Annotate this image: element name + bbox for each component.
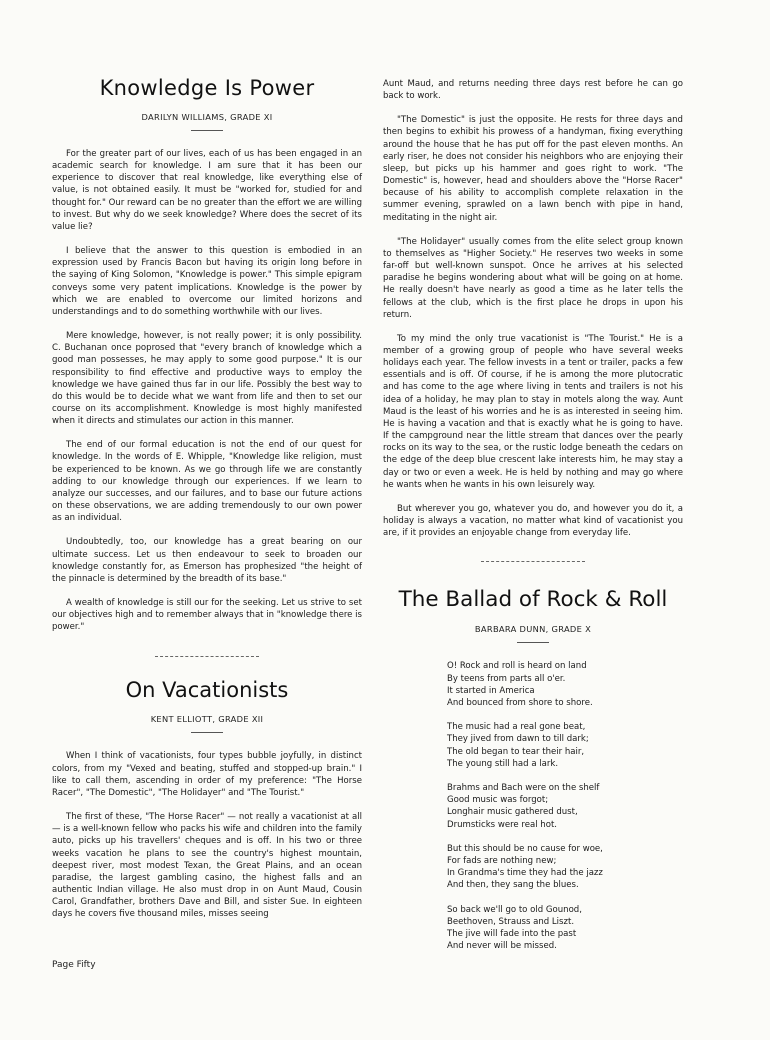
ballad-poem xyxy=(383,660,683,952)
knowledge-title: Knowledge Is Power xyxy=(99,76,315,100)
poem-line: Brahms and Bach were on the shelf xyxy=(447,782,600,793)
poem-line: Longhair music gathered dust, xyxy=(447,807,578,818)
poem-line: O! Rock and roll is heard on land xyxy=(447,661,587,672)
knowledge-paragraph: For the greater part of our lives, each of us has been engaged in an academic search for knowledge. I am sure that it has been our experience to discover that real knowledge, like everything else of value, is not obtained easily. It must be "worked for, studied for and thought for." Our reward can be no greater than the effort we are willing to invest. But why do we seek knowledge? Where does the secret of its value lie? xyxy=(52,149,362,232)
byline-divider xyxy=(191,732,223,733)
vacationists-paragraph: "The Holidayer" usually comes from the elite select group known to themselves as "Higher Society." He reserves two weeks in some far-off but well-known sunspot. Once he arrives at his selected paradise he begins wondering about what will be going on at home. He really doesn't have nearly as good a time as he later tells the fellows at the club, which is the first place he drops in upon his return. xyxy=(383,236,683,320)
byline-divider xyxy=(517,642,549,643)
poem-line: It started in America xyxy=(447,685,535,696)
section-divider xyxy=(481,561,585,562)
stanza xyxy=(447,721,683,770)
section-divider xyxy=(155,656,259,657)
vacationists-paragraph: "The Domestic" is just the opposite. He rests for three days and then begins to exhibit his prowess of a handyman, fixing everything around the house that he has put off for the past eleven months. An early riser, he does not consider his neighbors who are enjoying their sleep, but picks up his hammer and goes right to work. "The Domestic" is, however, head and shoulders above the "Horse Racer" because of his ability to accomplish complete relaxation in the summer evening, sprawled on a lawn bench with pipe in hand, meditating in the night air. xyxy=(383,115,683,223)
stanza xyxy=(447,782,683,831)
right-column xyxy=(383,78,683,952)
knowledge-paragraph: I believe that the answer to this question is embodied in an expression used by Francis Bacon but having its origin long before in the saying of King Solomon, "Knowledge is power." This simple epigram conveys some very patent implications. Knowledge is the power by which we are enabled to overcome our limited horizons and understandings and to do something worthwhile with our lives. xyxy=(52,246,362,317)
knowledge-byline: DARILYN WILLIAMS, GRADE XI xyxy=(141,112,273,122)
vacationists-paragraph: To my mind the only true vacationist is "The Tourist." He is a member of a growing group of people who have several weeks holidays each year. The fellow invests in a tent or trailer, packs a few essentials and is off. Of course, if he is among the more plutocratic and has come to the age where living in tents and trailers is not his idea of a holiday, he may plan to stay in motels along the way. Aunt Maud is the least of his worries and he is as interested in seeing him. He is having a vacation and that is exactly what he is going to have. If the campground near the little stream that dances over the pearly rocks on its way to the sea, or the rustic lodge beneath the cedars on the edge of the deep blue crescent lake interests him, he may stay a day or two or even a week. He is held by nothing and may go where he wants when he wants in his own leisurely way. xyxy=(383,333,683,490)
poem-line: The old began to tear their hair, xyxy=(447,746,585,757)
vacationists-byline: KENT ELLIOTT, GRADE XII xyxy=(150,714,264,725)
knowledge-paragraph: Mere knowledge, however, is not really power; it is only possibility. C. Buchanan once poprosed that "every branch of knowledge which a good man possesses, he may apply to some good purpose." It is our responsibility to find effective and productive ways to employ the knowledge we have gained thus far in our life. Possibly the best way to do this would be to decide what we want from life and then to set our course on its accomplishment. Knowledge is most highly manifested when it directs and stimulates our action in this manner. xyxy=(52,331,362,427)
left-column xyxy=(52,0,362,921)
knowledge-paragraph: The end of our formal education is not the end of our quest for knowledge. In the words of E. Whipple, "Knowledge like religion, must be experienced to be known. As we go through life we are constantly adding to our knowledge through our experiences. If we learn to analyze our successes, and our failures, and to base our future actions on these observations, we are adding tremendously to our own power as an individual. xyxy=(52,440,362,524)
byline-divider xyxy=(191,130,223,131)
poem-line: The music had a real gone beat, xyxy=(447,722,586,733)
poem-line: By teens from parts all o'er. xyxy=(447,673,566,684)
ballad-byline: BARBARA DUNN, GRADE X xyxy=(474,624,592,635)
vacationists-paragraph: But wherever you go, whatever you do, and however you do it, a holiday is always a vacation, no matter what kind of vacationist you are, if it provides an enjoyable change from everyday life. xyxy=(383,503,683,539)
vacationists-paragraph: The first of these, "The Horse Racer" — not really a vacationist at all — is a well-known fellow who packs his wife and children into the family auto, picks up his travellers' cheques and is off. In his two or three weeks vacation he plans to see the country's highest mountain, deepest river, most modest Texan, the Great Plains, and an ocean paradise, the largest gambling casino, the highest falls and an authentic Indian village. He also must drop in on Aunt Maud, Cousin Carol, Grandfather, brothers Dave and Bill, and sister Sue. In eighteen days he covers five thousand miles, misses seeing xyxy=(52,812,362,920)
poem-line: The young still had a lark. xyxy=(447,758,559,769)
poem-line: For fads are nothing new; xyxy=(447,855,557,866)
knowledge-paragraph: Undoubtedly, too, our knowledge has a great bearing on our ultimate success. Let us then endeavour to seek to broaden our knowledge constantly for, as Emerson has prophesized "the height of the pinnacle is determined by the breadth of its base." xyxy=(52,537,362,584)
vacationists-title: On Vacationists xyxy=(125,678,289,703)
stanza xyxy=(447,660,683,709)
vacationists-paragraph: Aunt Maud, and returns needing three days rest before he can go back to work. xyxy=(383,79,683,102)
poem-line: But this should be no cause for woe, xyxy=(447,843,603,854)
ballad-title: The Ballad of Rock & Roll xyxy=(398,587,668,613)
stanza xyxy=(447,843,683,892)
poem-line: And bounced from shore to shore. xyxy=(447,697,593,708)
poem-line: Beethoven, Strauss and Liszt. xyxy=(447,916,575,927)
knowledge-paragraph: A wealth of knowledge is still our for the seeking. Let us strive to set our objectives high and to remember always that in "knowledge there is power." xyxy=(52,598,362,633)
poem-line: So back we'll go to old Gounod, xyxy=(447,904,582,915)
poem-line: Drumsticks were real hot. xyxy=(447,819,558,830)
poem-line: They jived from dawn to till dark; xyxy=(447,734,589,745)
stanza xyxy=(447,904,683,953)
poem-line: And never will be missed. xyxy=(447,941,557,952)
poem-line: Good music was forgot; xyxy=(447,795,549,806)
poem-line: In Grandma's time they had the jazz xyxy=(447,868,603,879)
page-number: Page Fifty xyxy=(52,960,96,970)
poem-line: And then, they sang the blues. xyxy=(447,880,579,891)
vacationists-paragraph: When I think of vacationists, four types bubble joyfully, in distinct colors, from my "Vexed and beating, stuffed and stopped-up brain." I like to call them, ascending in order of my preference: "The Horse Racer", "The Domestic", "The Holidayer" and "The Tourist." xyxy=(52,751,362,798)
poem-line: The jive will fade into the past xyxy=(447,928,577,939)
